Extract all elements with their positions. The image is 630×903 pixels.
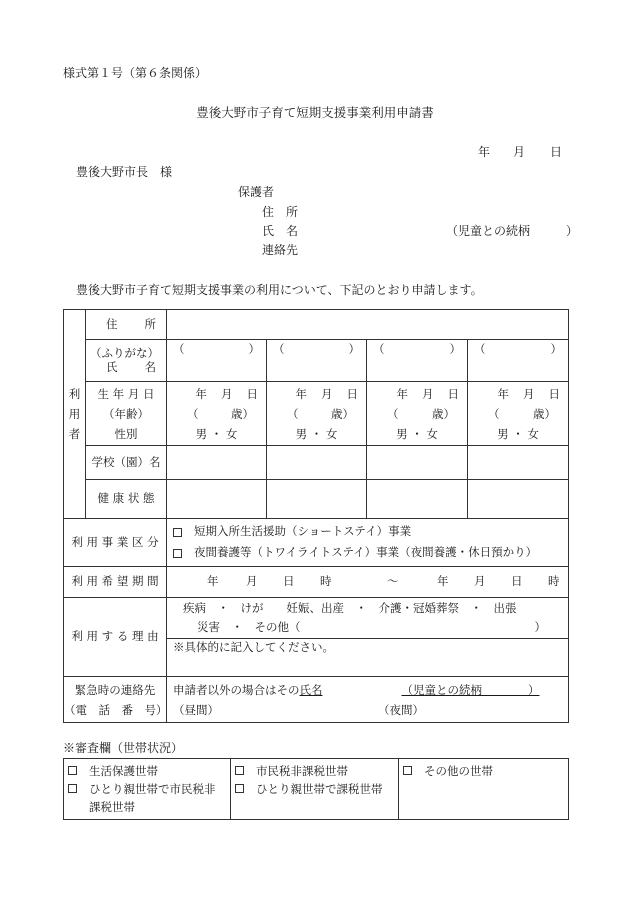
review-option-welfare[interactable]: 生活保護世帯 [68, 762, 226, 780]
school-cell-4[interactable] [468, 446, 569, 480]
checkbox-icon [403, 766, 412, 775]
school-cell-3[interactable] [367, 446, 468, 480]
health-label: 健 康 状 態 [86, 480, 167, 519]
review-col-3 [399, 759, 569, 820]
checkbox-icon [173, 549, 182, 558]
child-birth-cell-2[interactable]: 年 月 日 （ 歳） 男 ・ 女 [267, 382, 367, 446]
guardian-label: 保護者 [238, 185, 275, 199]
child-name-cell-2[interactable]: （ ） [267, 340, 367, 382]
user-side-label: 利 用 者 [64, 310, 86, 519]
service-label: 利 用 事 業 区 分 [64, 519, 167, 567]
user-address-label: 住 所 [86, 310, 167, 340]
health-cell-2[interactable] [267, 480, 367, 519]
emergency-field[interactable]: 申請者以外の場合はその 氏名 （児童との続柄 ） （昼間） （夜間） [167, 677, 569, 723]
review-col-2 [231, 759, 399, 820]
service-option-twilight-stay[interactable]: 夜間養護等（トワイライトステイ）事業（夜間養護・休日預かり） [167, 543, 568, 564]
reason-detail-field[interactable]: ※具体的に記入してください。 [167, 639, 569, 677]
child-birth-cell-1[interactable]: 年 月 日 （ 歳） 男 ・ 女 [167, 382, 267, 446]
health-cell-1[interactable] [167, 480, 267, 519]
health-cell-4[interactable] [468, 480, 569, 519]
review-col-1: 生活保護世帯 ひとり親世帯で市民税非 課税世帯 [64, 759, 231, 820]
review-table [63, 758, 569, 820]
child-name-cell-3[interactable]: （ ） [367, 340, 468, 382]
user-address-field[interactable] [167, 310, 569, 340]
child-name-cell-1[interactable]: （ ） [167, 340, 267, 382]
school-cell-2[interactable] [267, 446, 367, 480]
guardian-contact-label: 連絡先 [262, 243, 299, 257]
user-name-label: （ふりがな） 氏 名 [86, 340, 167, 382]
review-option-single-parent-taxed[interactable]: ひとり親世帯で課税世帯 [235, 780, 394, 798]
child-name-cell-4[interactable]: （ ） [468, 340, 569, 382]
emergency-label: 緊急時の連絡先 （電 話 番 号） [64, 677, 167, 723]
reason-options[interactable]: 疾病 ・ けが 妊娠、出産 ・ 介護・冠婚葬祭 ・ 出張 災害 ・ その他（ ） [167, 598, 569, 639]
review-option-tax-exempt[interactable]: 市民税非課税世帯 [235, 762, 394, 780]
date-year-label: 年 [478, 145, 491, 159]
child-birth-cell-3[interactable]: 年 月 日 （ 歳） 男 ・ 女 [367, 382, 468, 446]
checkbox-icon [235, 784, 244, 793]
application-table [63, 309, 569, 723]
review-option-single-parent-exempt[interactable]: ひとり親世帯で市民税非 [68, 780, 226, 798]
review-option-other[interactable]: その他の世帯 [403, 762, 564, 780]
service-option-short-stay[interactable]: 短期入所生活援助（ショートステイ）事業 [167, 522, 568, 543]
checkbox-icon [68, 766, 77, 775]
guardian-name-label: 氏 名 [262, 224, 299, 238]
checkbox-icon [235, 766, 244, 775]
service-options [167, 519, 569, 567]
review-title: ※審査欄（世帯状況） [63, 741, 184, 755]
addressee: 豊後大野市長 様 [76, 165, 173, 179]
health-cell-3[interactable] [367, 480, 468, 519]
checkbox-icon [68, 784, 77, 793]
checkbox-icon [173, 528, 182, 537]
reason-label: 利 用 す る 理 由 [64, 598, 167, 677]
guardian-relation: （児童との続柄 ） [446, 224, 579, 238]
period-field[interactable]: 年 月 日 時 ～ 年 月 日 時 [167, 567, 569, 598]
form-number: 様式第１号（第６条関係） [63, 66, 208, 80]
form-title: 豊後大野市子育て短期支援事業利用申請書 [196, 105, 434, 120]
period-label: 利 用 希 望 期 間 [64, 567, 167, 598]
date-day-label: 日 [550, 145, 563, 159]
school-label: 学校（園）名 [86, 446, 167, 480]
date-month-label: 月 [513, 145, 526, 159]
guardian-address-label: 住 所 [262, 205, 299, 219]
school-cell-1[interactable] [167, 446, 267, 480]
intro-text: 豊後大野市子育て短期支援事業の利用について、下記のとおり申請します。 [76, 283, 483, 297]
child-birth-cell-4[interactable]: 年 月 日 （ 歳） 男 ・ 女 [468, 382, 569, 446]
birth-age-sex-label: 生 年 月 日 （年齢） 性別 [86, 382, 167, 446]
